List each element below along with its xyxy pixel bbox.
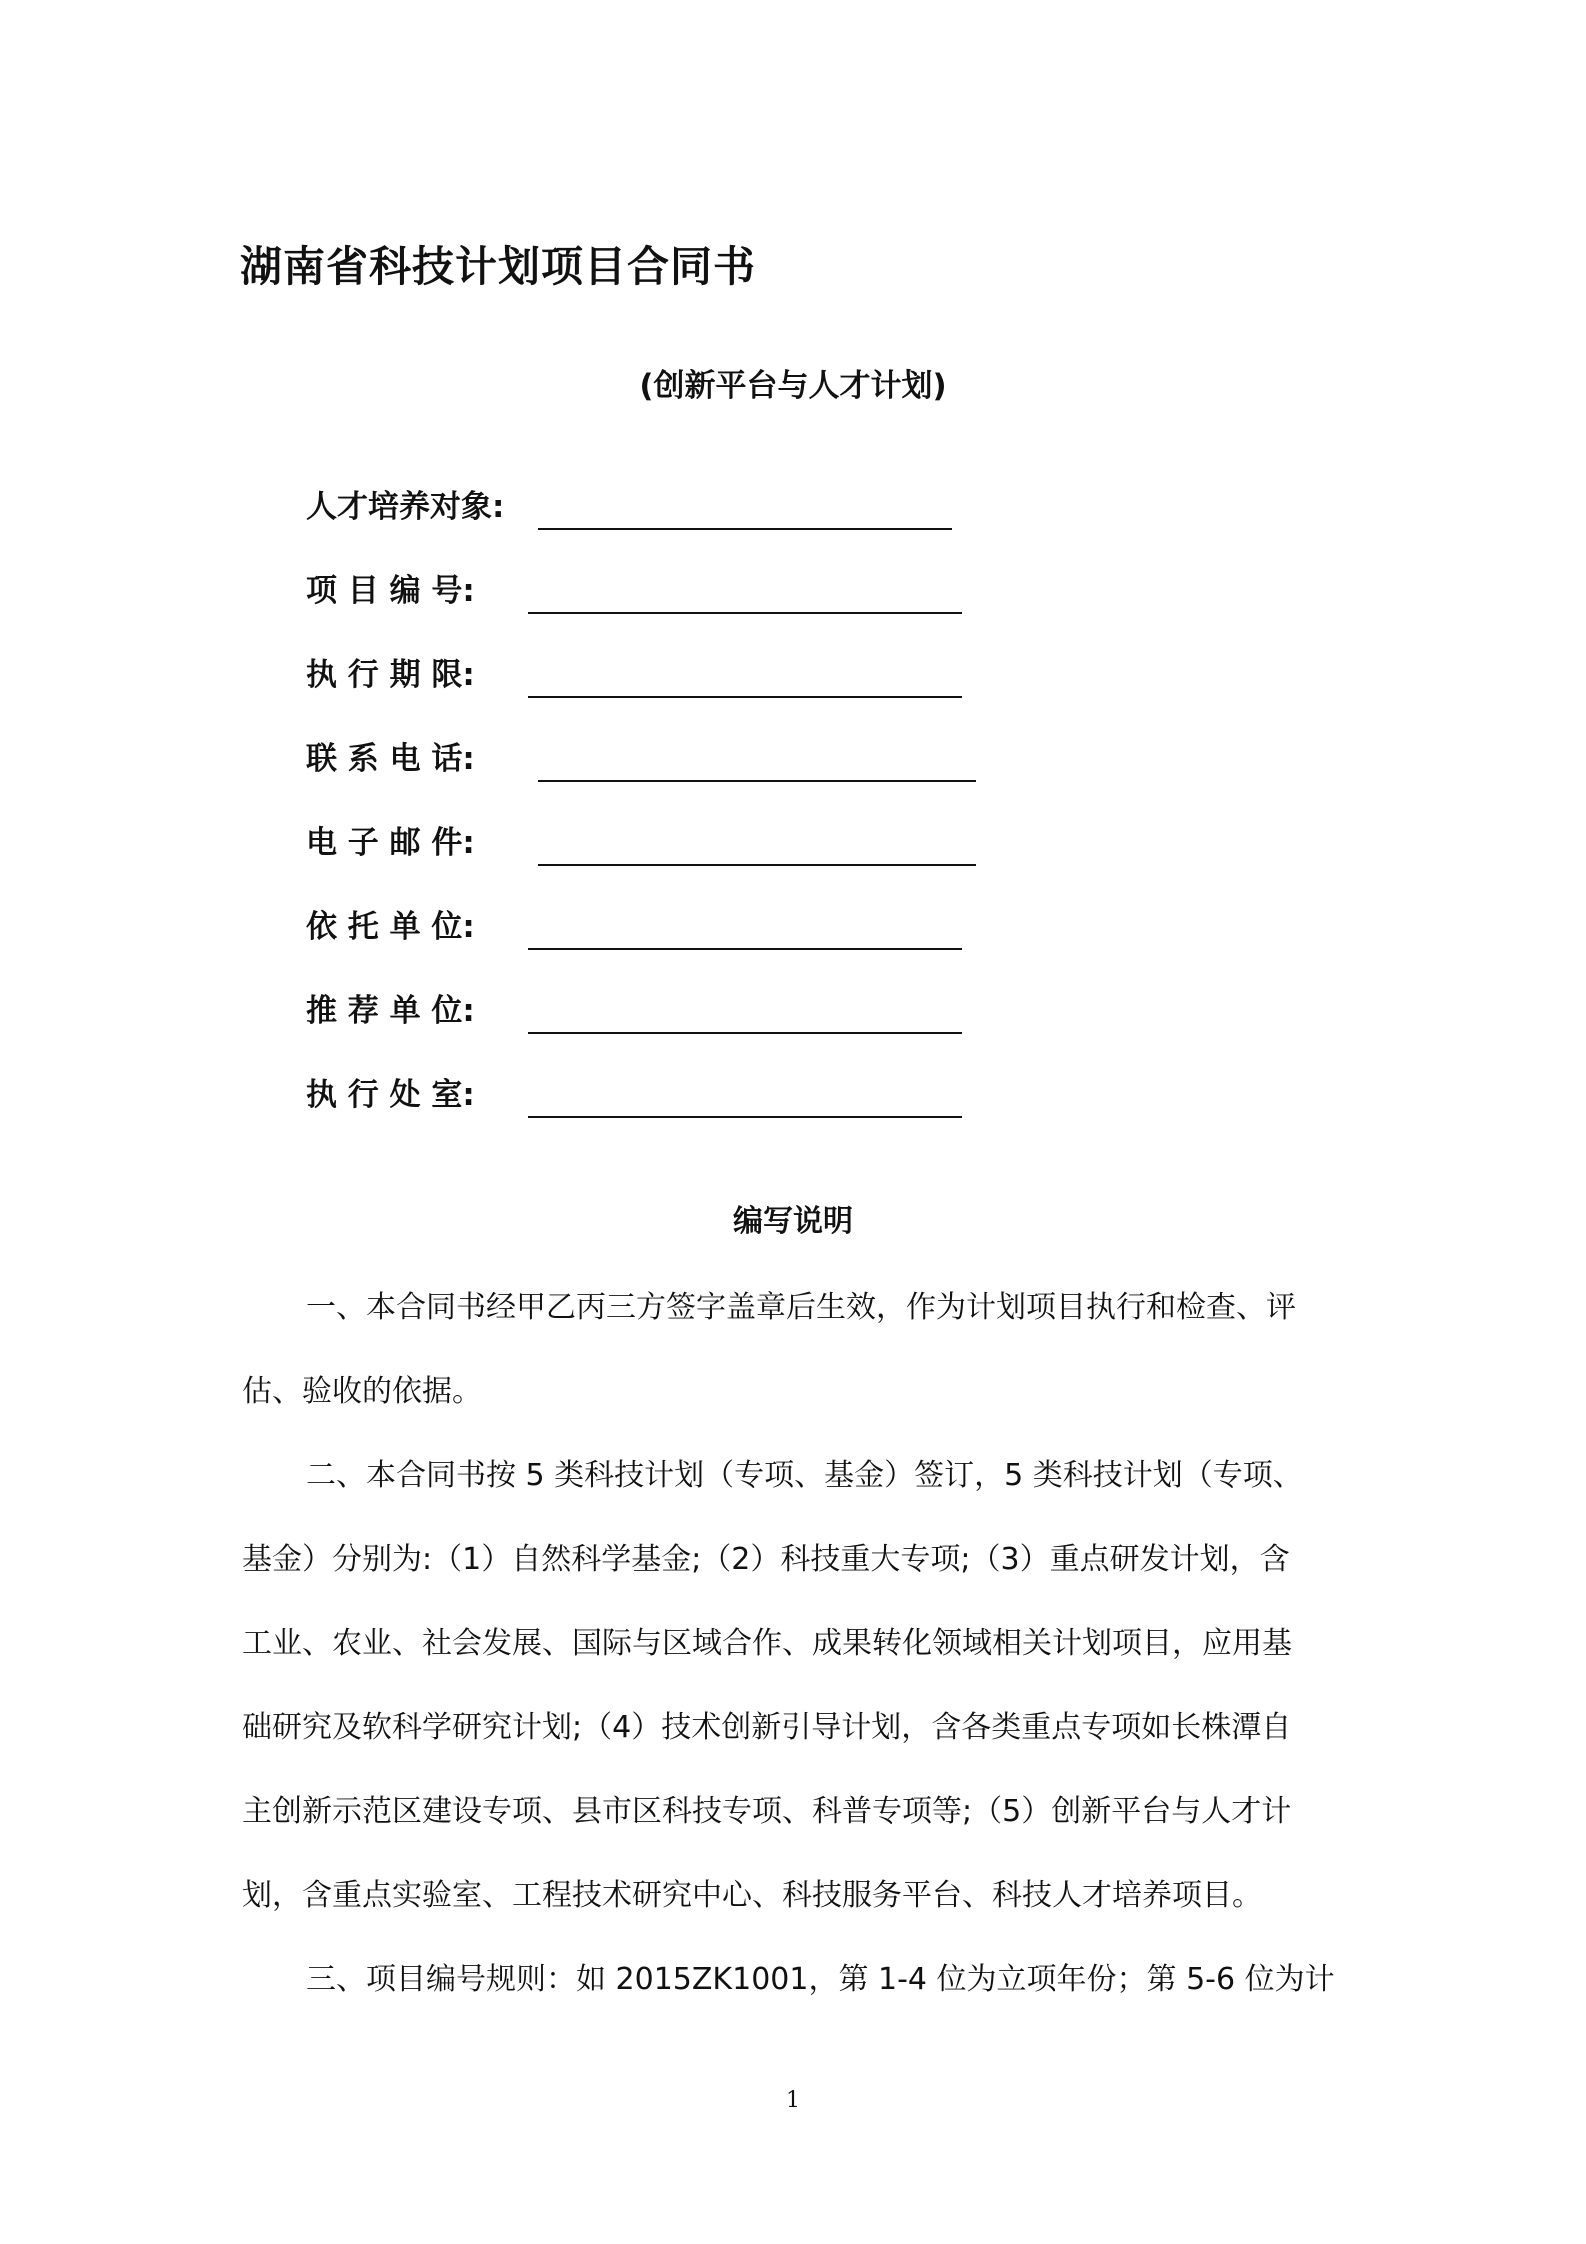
notes-heading: 编写说明: [733, 1204, 853, 1239]
field-underline: [528, 1116, 962, 1118]
field-label: 联 系 电 话:: [306, 741, 475, 777]
field-label: 人才培养对象:: [306, 489, 505, 525]
notes-line: 一、本合同书经甲乙丙三方签字盖章后生效，作为计划项目执行和检查、评: [306, 1290, 1296, 1325]
field-label: 执 行 处 室:: [306, 1077, 475, 1113]
field-label: 依 托 单 位:: [306, 909, 475, 945]
notes-line: 基金）分别为:（1）自然科学基金;（2）科技重大专项;（3）重点研发计划，含: [242, 1542, 1290, 1577]
field-underline: [538, 528, 952, 530]
field-label: 项 目 编 号:: [306, 573, 475, 609]
field-underline: [528, 948, 962, 950]
notes-line: 三、项目编号规则：如 2015ZK1001，第 1-4 位为立项年份；第 5-6 位为计: [306, 1962, 1335, 1997]
notes-line: 工业、农业、社会发展、国际与区域合作、成果转化领域相关计划项目，应用基: [242, 1626, 1292, 1661]
field-underline: [528, 612, 962, 614]
notes-line: 主创新示范区建设专项、县市区科技专项、科普专项等;（5）创新平台与人才计: [242, 1794, 1292, 1829]
notes-line: 二、本合同书按 5 类科技计划（专项、基金）签订，5 类科技计划（专项、: [306, 1458, 1303, 1493]
field-label: 电 子 邮 件:: [306, 825, 475, 861]
document-subtitle: (创新平台与人才计划): [639, 368, 947, 404]
page-number: 1: [786, 2088, 800, 2113]
notes-line: 础研究及软科学研究计划;（4）技术创新引导计划，含各类重点专项如长株潭自: [242, 1710, 1292, 1745]
field-underline: [528, 696, 962, 698]
field-underline: [538, 864, 976, 866]
notes-line: 划，含重点实验室、工程技术研究中心、科技服务平台、科技人才培养项目。: [242, 1878, 1262, 1913]
document-title: 湖南省科技计划项目合同书: [240, 242, 757, 291]
field-underline: [528, 1032, 962, 1034]
field-label: 执 行 期 限:: [306, 657, 475, 693]
notes-line: 估、验收的依据。: [242, 1374, 482, 1409]
field-underline: [538, 780, 976, 782]
field-label: 推 荐 单 位:: [306, 993, 475, 1029]
